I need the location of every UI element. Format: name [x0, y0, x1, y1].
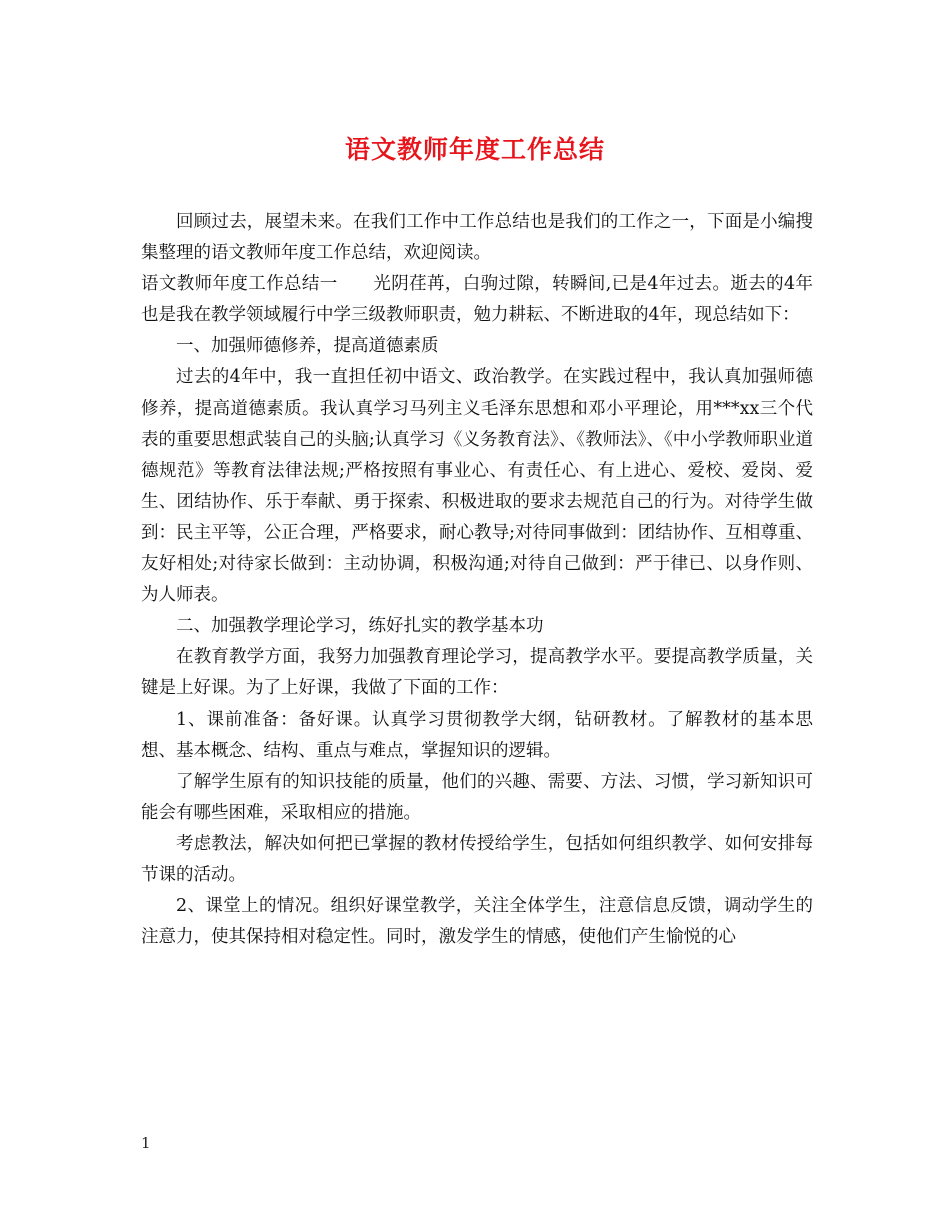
document-body — [141, 207, 813, 953]
document-title: 语文教师年度工作总结 — [344, 135, 605, 164]
body-paragraph: 在教育教学方面，我努力加强教育理论学习，提高教学水平。要提高教学质量，关键是上好课。为了上好课，我做了下面的工作： — [141, 647, 813, 699]
intro-paragraph: 回顾过去，展望未来。在我们工作中工作总结也是我们的工作之一，下面是小编搜集整理的语文教师年度工作总结，欢迎阅读。 — [141, 212, 813, 264]
section-heading-two: 二、加强教学理论学习，练好扎实的教学基本功 — [176, 616, 544, 637]
body-paragraph: 1、课前准备：备好课。认真学习贯彻教学大纲，钻研教材。了解教材的基本思想、基本概念、结构、重点与难点，掌握知识的逻辑。 — [141, 709, 813, 761]
section-heading-one: 一、加强师德修养，提高道德素质 — [176, 336, 439, 357]
body-paragraph: 了解学生原有的知识技能的质量，他们的兴趣、需要、方法、习惯，学习新知识可能会有哪些困难，采取相应的措施。 — [141, 771, 813, 823]
body-paragraph: 2、课堂上的情况。组织好课堂教学，关注全体学生，注意信息反馈，调动学生的注意力，使其保持相对稳定性。同时，激发学生的情感，使他们产生愉悦的心 — [141, 896, 813, 948]
summary-one-paragraph: 语文教师年度工作总结一 光阴荏苒，白驹过隙，转瞬间,已是4年过去。逝去的4年也是我在教学领域履行中学三级教师职责，勉力耕耘、不断进取的4年，现总结如下： — [141, 274, 813, 326]
body-paragraph: 过去的4年中，我一直担任初中语文、政治教学。在实践过程中，我认真加强师德修养，提高道德素质。我认真学习马列主义毛泽东思想和邓小平理论，用***xx三个代表的重要思想武装自己的头脑;认真学习《义务教育法》、《教师法》、《中小学教师职业道德规范》等教育法律法规;严格按照有事业心、有责任心、有上进心、爱校、爱岗、爱生、团结协作、乐于奉献、勇于探索、积极进取的要求去规范自己的行为。对待学生做到：民主平等，公正合理，严格要求，耐心教导;对待同事做到：团结协作、互相尊重、友好相处;对待家长做到：主动协调，积极沟通;对待自己做到：严于律已、以身作则、为人师表。 — [141, 367, 813, 606]
body-paragraph: 考虑教法，解决如何把已掌握的教材传授给学生，包括如何组织教学、如何安排每节课的活动。 — [141, 833, 813, 885]
page-number: 1 — [141, 1134, 151, 1152]
